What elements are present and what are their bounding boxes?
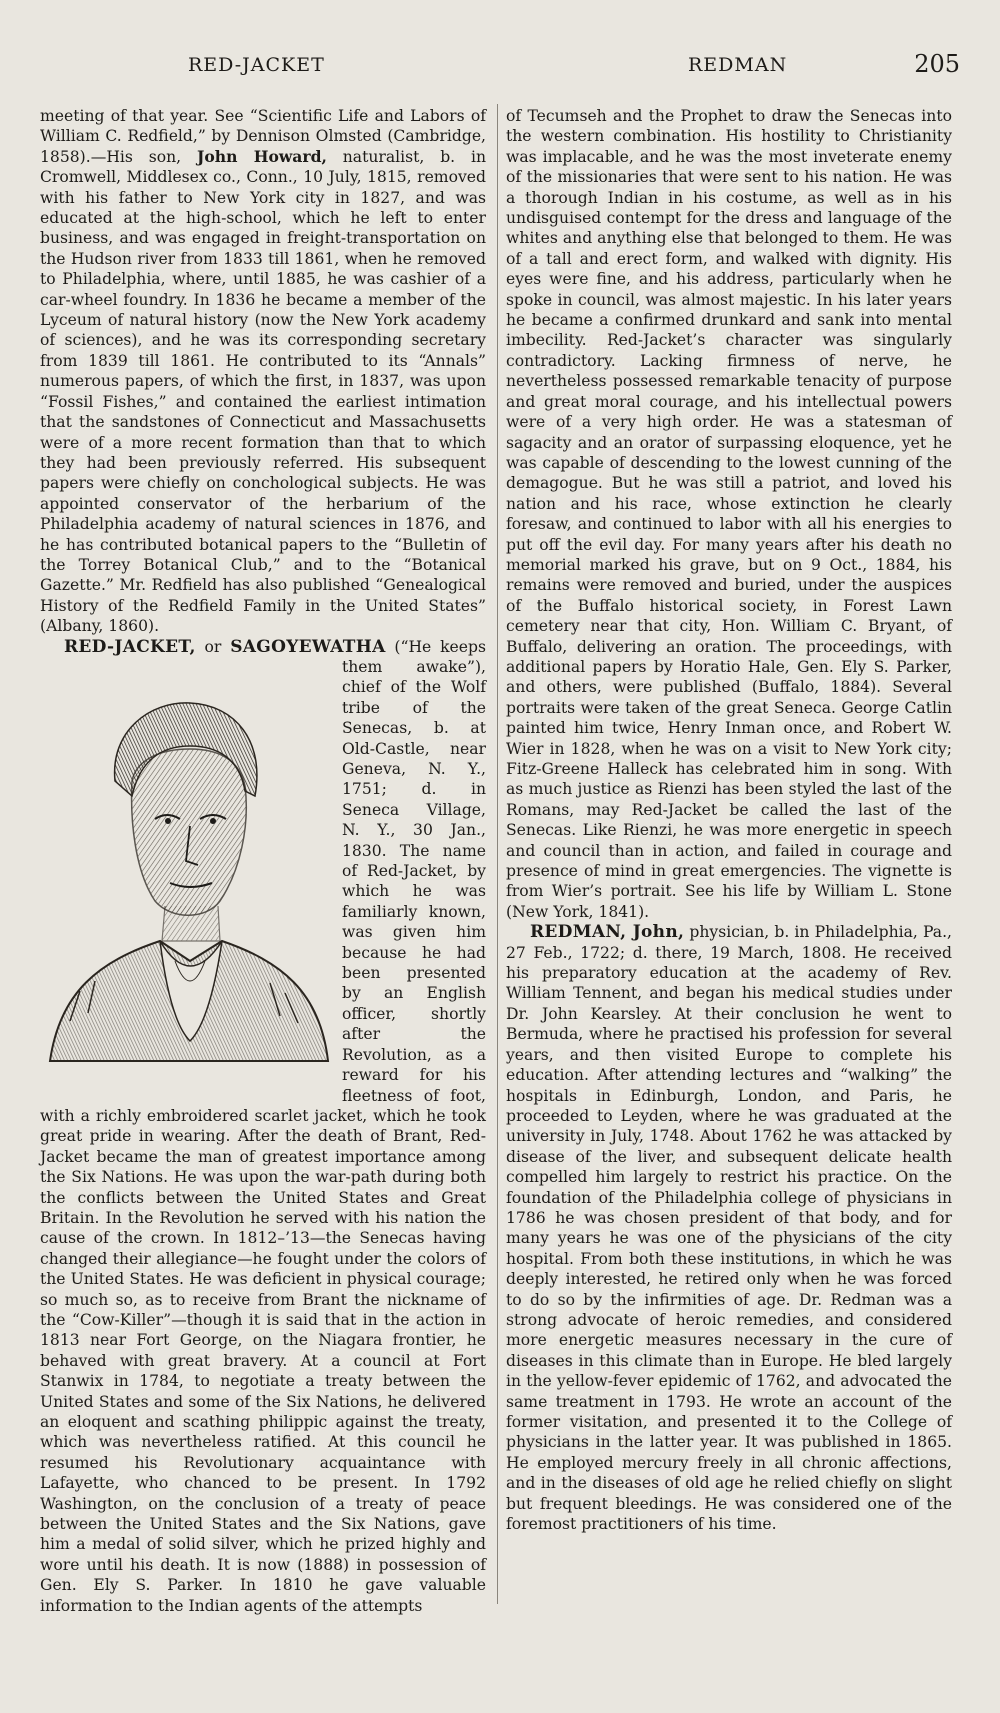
running-head-center: REDMAN — [688, 54, 788, 76]
red-jacket-headword: RED-JACKET, — [64, 636, 196, 657]
john-howard-text: naturalist, b. in Cromwell, Middlesex co., Conn., 10 July, 1815, removed with his father to New York city in 1827, and was educated at the high-school, which he left to enter business, and was engaged in freight-transportation on the Hudson river from 1833 till 1861, when he removed to Philadelphia, where, until 1885, he was cashier of a car-wheel foundry. In 1836 he became a member of the Lyceum of natural history (now the New York academy of sciences), and he was its corresponding secretary from 1839 till 1861. He contributed to its “Annals” numerous papers, of which the first, in 1837, was upon “Fossil Fishes,” and contained the earliest intimation that the sandstones of Connecticut and Massachusetts were of a more recent formation than that to which they had been previously referred. His subsequent papers were chiefly on conchological subjects. He was appointed conservator of the herbarium of the Philadelphia academy of natural sciences in 1876, and he has contributed botanical papers to the “Bulletin of the Torrey Botanical Club,” and to the “Botanical Gazette.” Mr. Redfield has also published “Genealogical History of the Redfield Family in the United States” (Albany, 1860). — [40, 147, 486, 636]
red-jacket-entry — [40, 637, 486, 1617]
redfield-text: meeting of that year. See “Scientific Life and Labors of William C. Redfield,” by Dennison Olmsted (Cambridge, 1858).—His son, — [40, 107, 486, 166]
column-divider — [497, 104, 498, 1604]
left-column — [40, 106, 486, 1616]
redman-entry — [506, 922, 952, 1534]
redfield-paragraph — [40, 106, 486, 637]
running-head-left: RED-JACKET — [188, 54, 325, 76]
redman-headword: REDMAN, John, — [530, 922, 685, 943]
red-jacket-continued: of Tecumseh and the Prophet to draw the Senecas into the western combination. His hostility to Christianity was implacable, and he was the most inveterate enemy of the missionaries that were sent to his nation. He was a thorough Indian in his costume, as well as in his undisguised contempt for the dress and language of the whites and anything else that belonged to them. He was of a tall and erect form, and walked with dignity. His eyes were fine, and his address, particularly when he spoke in council, was almost majestic. In his later years he became a confirmed drunkard and sank into mental imbecility. Red-Jacket’s character was singularly contradictory. Lacking firmness of nerve, he nevertheless possessed remarkable tenacity of purpose and great moral courage, and his intellectual powers were of a very high order. He was a statesman of sagacity and an orator of surpassing eloquence, yet he was capable of descending to the lowest cunning of the demagogue. But he was still a patriot, and loved his nation and his race, whose extinction he clearly foresaw, and continued to labor with all his energies to put off the evil day. For many years after his death no memorial marked his grave, but on 9 Oct., 1884, his remains were removed and buried, under the auspices of the Buffalo historical society, in Forest Lawn cemetery near that city, Hon. William C. Bryant, of Buffalo, delivering an oration. The proceedings, with additional papers by Horatio Hale, Gen. Ely S. Parker, and others, were published (Buffalo, 1884). Several portraits were taken of the great Seneca. George Catlin painted him twice, Henry Inman once, and Robert W. Wier in 1828, when he was on a visit to New York city; Fitz-Greene Halleck has celebrated him in song. With as much justice as Rienzi has been styled the last of the Romans, may Red-Jacket be called the last of the Senecas. Like Rienzi, he was more energetic in speech and council than in action, and failed in courage and presence of mind in great emergencies. The vignette is from Wier’s portrait. See his life by William L. Stone (New York, 1841). — [506, 107, 952, 921]
redman-text: physician, b. in Philadelphia, Pa., 27 Feb., 1722; d. there, 19 March, 1808. He received his preparatory education at the academy of Rev. William Tennent, and began his medical studies under Dr. John Kearsley. At their conclusion he went to Bermuda, where he practised his profession for several years, and then visited Europe to complete his education. After attending lectures and “walking” the hospitals in Edinburgh, London, and Paris, he proceeded to Leyden, where he was graduated at the university in July, 1748. About 1762 he was attacked by disease of the liver, and subsequent delicate health compelled him largely to restrict his practice. On the foundation of the Philadelphia college of physicians in 1786 he was chosen president of that body, and for many years he was one of the physicians of the city hospital. From both these institutions, in which he was deeply interested, he retired only when he was forced to do so by the infirmities of age. Dr. Redman was a strong advocate of heroic remedies, and considered more energetic measures necessary in the cure of diseases in this climate than in Europe. He bled largely in the yellow-fever epidemic of 1762, and advocated the same treatment in 1793. He wrote an account of the former visitation, and presented it to the College of physicians in the latter year. It was published in 1865. He employed mercury freely in all chronic affections, and in the diseases of old age he relied chiefly on slight but frequent bleedings. He was considered one of the foremost practitioners of his time. — [506, 923, 953, 1534]
red-jacket-portrait — [40, 661, 330, 1091]
running-head — [40, 50, 960, 90]
red-jacket-text: (“He keeps them awake”), chief of the Wolf tribe of the Senecas, b. at Old-Castle, near Geneva, N. Y., 1751; d. in Seneca Village, N. Y., 30 Jan., 1830. The name of Red-Jacket, by which he was familiarly known, was given him because he had been presented by an English officer, shortly after the Revolution, as a reward for his fleetness of foot, with a richly embroidered scarlet jacket, which he took great pride in wearing. After the death of Brant, Red-Jacket became the man of greatest importance among the Six Nations. He was upon the war-path during both the conflicts between the United States and Great Britain. In the Revolution he served with his nation the cause of the crown. In 1812–’13—the Senecas having changed their allegiance—he fought under the colors of the United States. He was deficient in physical courage; so much so, as to receive from Brant the nickname of the “Cow-Killer”—though it is said that in the action in 1813 near Fort George, on the Niagara frontier, he behaved with great bravery. At a council at Fort Stanwix in 1784, to negotiate a treaty between the United States and some of the Six Nations, he delivered an eloquent and scathing philippic against the treaty, which was nevertheless ratified. At this council he resumed his Revolutionary acquaintance with Lafayette, who chanced to be present. In 1792 Washington, on the conclusion of a treaty of peace between the United States and the Six Nations, gave him a medal of solid silver, which he prized highly and wore until his death. It is now (1888) in possession of Gen. Ely S. Parker. In 1810 he gave valuable information to the Indian agents of the attempts — [40, 637, 486, 1615]
red-jacket-or: or — [195, 637, 231, 656]
right-column — [506, 106, 952, 1534]
john-howard-name: John Howard, — [196, 146, 327, 166]
sagoyewatha-headword: SAGOYEWATHA — [230, 636, 386, 657]
portrait-engraving — [40, 661, 330, 1091]
page-number: 205 — [914, 50, 960, 78]
